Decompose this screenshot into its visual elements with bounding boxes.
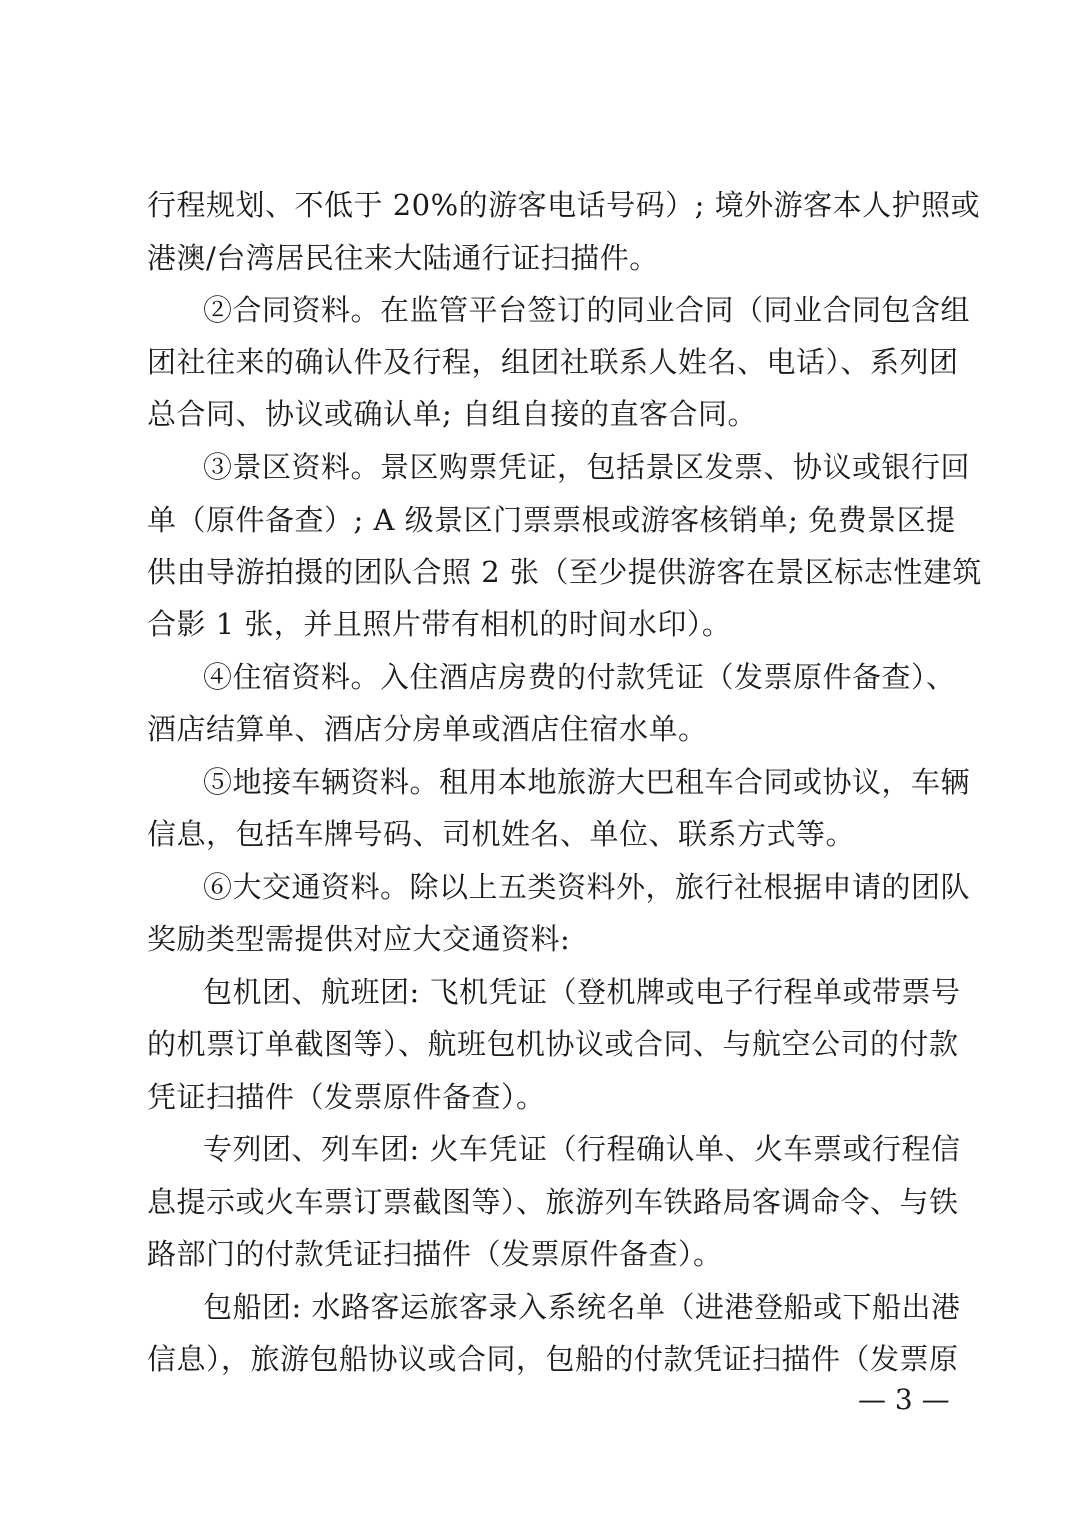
- text-line: 信息），旅游包船协议或合同，包船的付款凭证扫描件（发票原: [147, 1342, 959, 1376]
- page-number: — 3 —: [858, 1383, 950, 1416]
- text-line: 路部门的付款凭证扫描件（发票原件备查）。: [147, 1237, 723, 1271]
- text-line: ⑤地接车辆资料。租用本地旅游大巴租车合同或协议，车辆: [203, 765, 971, 799]
- text-line: 包船团: 水路客运旅客录入系统名单（进港登船或下船出港: [203, 1290, 961, 1324]
- text-line: 专列团、列车团: 火车凭证（行程确认单、火车票或行程信: [203, 1132, 961, 1166]
- text-line: 团社往来的确认件及行程，组团社联系人姓名、电话）、系列团: [147, 345, 959, 379]
- text-line: ⑥大交通资料。除以上五类资料外，旅行社根据申请的团队: [203, 870, 971, 904]
- text-line: ②合同资料。在监管平台签订的同业合同（同业合同包含组: [203, 293, 971, 327]
- text-line: 信息，包括车牌号码、司机姓名、单位、联系方式等。: [147, 817, 856, 851]
- text-line: ④住宿资料。入住酒店房费的付款凭证（发票原件备查）、: [203, 660, 956, 694]
- text-line: 包机团、航班团: 飞机凭证（登机牌或电子行程单或带票号: [203, 975, 961, 1009]
- text-line: 酒店结算单、酒店分房单或酒店住宿水单。: [147, 712, 708, 746]
- text-line: 凭证扫描件（发票原件备查）。: [147, 1080, 546, 1114]
- text-line: 单（原件备查）; A 级景区门票票根或游客核销单; 免费景区提: [147, 503, 956, 537]
- text-line: ③景区资料。景区购票凭证，包括景区发票、协议或银行回: [203, 450, 971, 484]
- text-line: 供由导游拍摄的团队合照 2 张（至少提供游客在景区标志性建筑: [147, 555, 982, 589]
- text-line: 奖励类型需提供对应大交通资料:: [147, 922, 571, 956]
- text-line: 合影 1 张，并且照片带有相机的时间水印）。: [147, 607, 732, 641]
- text-line: 行程规划、不低于 20%的游客电话号码）; 境外游客本人护照或: [147, 188, 981, 222]
- text-line: 总合同、协议或确认单; 自组自接的直客合同。: [147, 397, 757, 431]
- text-line: 的机票订单截图等）、航班包机协议或合同、与航空公司的付款: [147, 1027, 959, 1061]
- text-line: 息提示或火车票订票截图等）、旅游列车铁路局客调命令、与铁: [147, 1185, 959, 1219]
- text-line: 港澳/台湾居民往来大陆通行证扫描件。: [147, 241, 659, 275]
